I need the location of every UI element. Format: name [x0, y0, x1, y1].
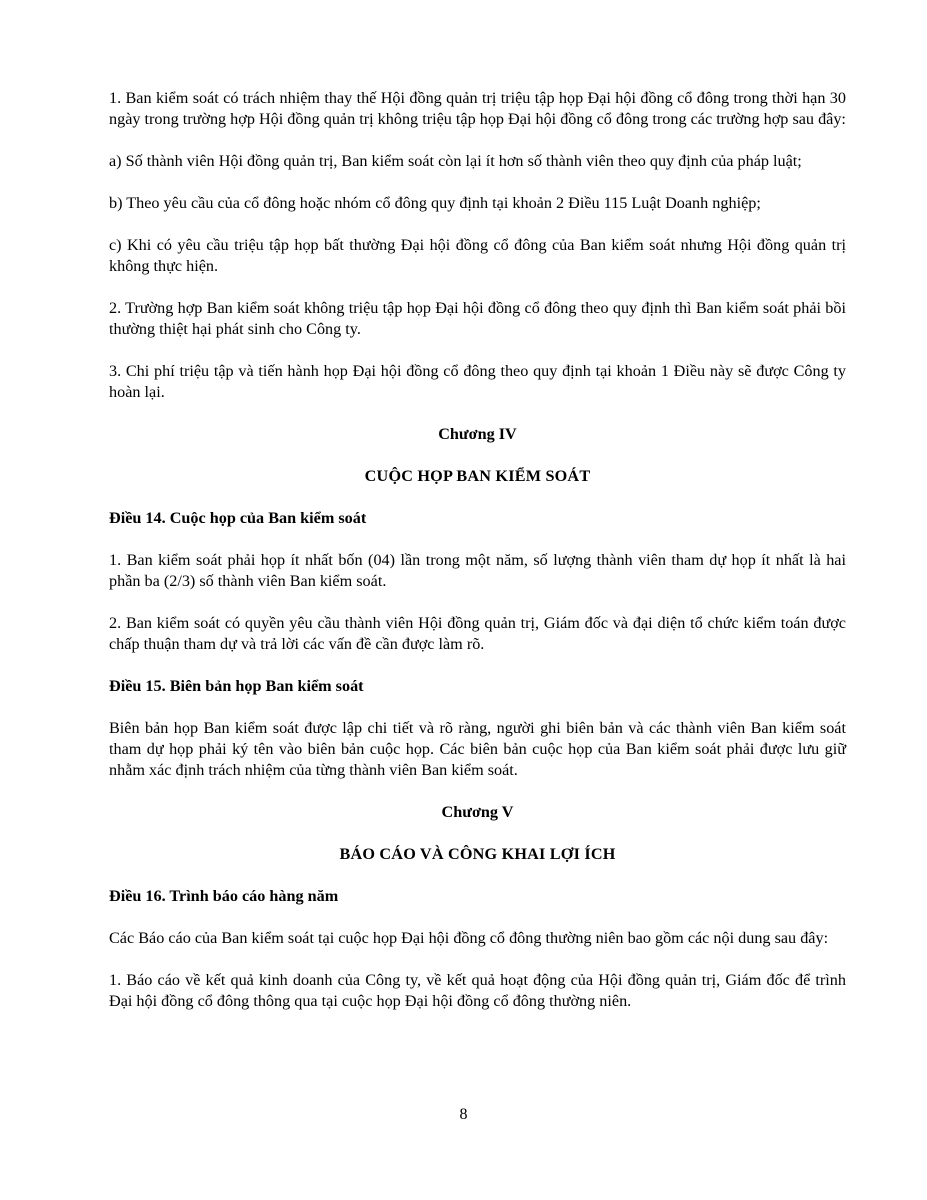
article-14-title: Điều 14. Cuộc họp của Ban kiểm soát	[109, 509, 367, 527]
article-14-clause-1: 1. Ban kiểm soát phải họp ít nhất bốn (04) lần trong một năm, số lượng thành viên tham dự họp ít nhất là hai phần ba (2/3) số thành viên Ban kiểm soát.	[109, 551, 846, 590]
clause-1a: a) Số thành viên Hội đồng quản trị, Ban kiểm soát còn lại ít hơn số thành viên theo quy định của pháp luật;	[109, 152, 802, 170]
clause-1c: c) Khi có yêu cầu triệu tập họp bất thường Đại hội đồng cổ đông của Ban kiểm soát nhưng Hội đồng quản trị không thực hiện.	[109, 236, 846, 275]
clause-2: 2. Trường hợp Ban kiểm soát không triệu tập họp Đại hội đồng cổ đông theo quy định thì Ban kiểm soát phải bồi thường thiệt hại phát sinh cho Công ty.	[109, 299, 846, 338]
clause-1: 1. Ban kiểm soát có trách nhiệm thay thế Hội đồng quản trị triệu tập họp Đại hội đồng cổ đông trong thời hạn 30 ngày trong trường hợp Hội đồng quản trị không triệu tập họp Đại hội đồng cổ đông trong các trường hợp sau đây:	[109, 89, 846, 128]
clause-1b: b) Theo yêu cầu của cổ đông hoặc nhóm cổ đông quy định tại khoản 2 Điều 115 Luật Doanh nghiệp;	[109, 194, 761, 212]
clause-3: 3. Chi phí triệu tập và tiến hành họp Đại hội đồng cổ đông theo quy định tại khoản 1 Điều này sẽ được Công ty hoàn lại.	[109, 362, 846, 401]
article-15-body: Biên bản họp Ban kiểm soát được lập chi tiết và rõ ràng, người ghi biên bản và các thành viên Ban kiểm soát tham dự họp phải ký tên vào biên bản cuộc họp. Các biên bản cuộc họp của Ban kiểm soát phải được lưu giữ nhằm xác định trách nhiệm của từng thành viên Ban kiểm soát.	[109, 719, 846, 779]
chapter-v-title: BÁO CÁO VÀ CÔNG KHAI LỢI ÍCH	[339, 845, 616, 863]
article-15-title: Điều 15. Biên bản họp Ban kiểm soát	[109, 677, 364, 695]
chapter-iv-title: CUỘC HỌP BAN KIỂM SOÁT	[364, 467, 591, 485]
article-16-intro: Các Báo cáo của Ban kiểm soát tại cuộc họp Đại hội đồng cổ đông thường niên bao gồm các nội dung sau đây:	[109, 929, 829, 947]
document-page	[109, 88, 846, 1012]
chapter-iv-label: Chương IV	[438, 425, 517, 443]
article-16-clause-1: 1. Báo cáo về kết quả kinh doanh của Công ty, về kết quả hoạt động của Hội đồng quản trị, Giám đốc để trình Đại hội đồng cổ đông thông qua tại cuộc họp Đại hội đồng cổ đông thường niên.	[109, 971, 846, 1010]
article-14-clause-2: 2. Ban kiểm soát có quyền yêu cầu thành viên Hội đồng quản trị, Giám đốc và đại diện tổ chức kiểm toán được chấp thuận tham dự và trả lời các vấn đề cần được làm rõ.	[109, 614, 846, 653]
chapter-v-label: Chương V	[441, 803, 514, 821]
article-16-title: Điều 16. Trình báo cáo hàng năm	[109, 887, 339, 905]
page-number: 8	[459, 1106, 468, 1123]
